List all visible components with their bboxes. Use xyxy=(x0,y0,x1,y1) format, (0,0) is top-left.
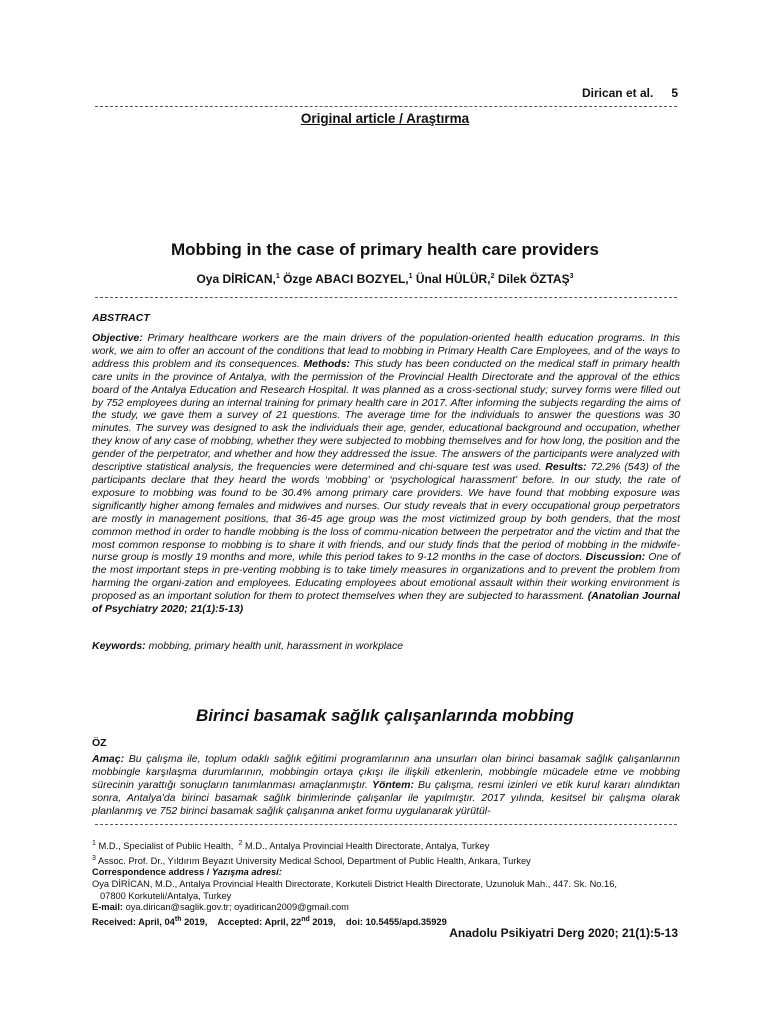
correspondence-label-tr: Yazışma adresi: xyxy=(211,867,282,878)
results-label: Results: xyxy=(545,461,587,474)
correspondence-label: Correspondence address / xyxy=(92,867,210,878)
footnote-marker: 3 xyxy=(92,854,96,862)
doi[interactable]: doi: 10.5455/apd.35929 xyxy=(345,916,447,927)
authors-divider xyxy=(95,297,677,298)
footnote-text: Assoc. Prof. Dr., Yıldırım Beyazıt University Medical School, Department of Public Health, Ankara, Turkey xyxy=(97,855,531,866)
footnote-text: M.D., Specialist of Public Health, xyxy=(98,841,234,852)
correspondence-address-city: 07800 Korkuteli/Antalya, Turkey xyxy=(100,890,232,901)
author-affiliation: 1 xyxy=(408,273,413,280)
keywords-text: mobbing, primary health unit, harassment in workplace xyxy=(148,640,404,652)
turkish-title: Birinci basamak sağlık çalışanlarında mobbing xyxy=(196,706,574,725)
oz-body xyxy=(92,753,680,818)
author-affiliation: 3 xyxy=(569,273,574,280)
abstract-body xyxy=(92,332,680,616)
correspondence-heading xyxy=(92,867,692,879)
section-label: Original article / Araştırma xyxy=(300,111,470,126)
header-divider xyxy=(95,106,677,107)
accepted-date: Accepted: April, 22 xyxy=(217,916,302,927)
author-name: Dilek ÖZTAŞ xyxy=(497,272,570,286)
author-affiliation: 2 xyxy=(490,273,495,280)
author-name: Özge ABACI BOZYEL, xyxy=(283,272,409,286)
oz-heading: ÖZ xyxy=(92,737,107,749)
footnotes xyxy=(92,838,692,928)
accepted-year: 2019, xyxy=(312,916,336,927)
methods-text: This study has been conducted on the medical staff in primary health care units in the province of Antalya, with the permission of the Provincial Health Directorate and the approval of the ethics board of the Antalya Education and Research Hospital. It was planned as a cross-sectional study; survey forms were filled out by 752 employees during an internal training for primary health care in 2017. After informing the subjects regarding the aims of the study, we gave them a survey of 21 questions. The average time for the individuals to answer the questions was 30 minutes. The survey was designed to ask the individuals their age, gender, educational background and occupation, whether they know of any case of mobbing, whether they were subjected to mobbing themselves and for how long, the position and the gender of the perpetrator, and whether and how they addressed the issue. The answers of the participants were analyzed with descriptive statistical analysis, the frequencies were determined and chi-square test was used. xyxy=(92,357,680,474)
email-link[interactable]: oya.dirican@saglik.gov.tr; oyadirican2009@gmail.com xyxy=(125,902,349,913)
received-year: 2019, xyxy=(184,916,208,927)
footnote-divider xyxy=(95,824,677,825)
page-number: 5 xyxy=(671,86,678,100)
author-affiliation: 1 xyxy=(275,273,280,280)
discussion-label: Discussion: xyxy=(585,551,646,564)
date-suffix: th xyxy=(174,915,182,923)
objective-label: Objective: xyxy=(92,332,143,344)
author-name: Ünal HÜLÜR, xyxy=(415,272,491,286)
methods-label: Methods: xyxy=(303,357,351,370)
abstract-heading: ABSTRACT xyxy=(92,312,150,324)
correspondence-address: Oya DİRİCAN, M.D., Antalya Provincial Health Directorate, Korkuteli District Health Directorate, Uzunoluk Mah., 447. Sk. No.16, xyxy=(92,878,617,889)
yontem-label: Yöntem: xyxy=(371,778,414,791)
author-name: Oya DİRİCAN, xyxy=(196,272,276,286)
running-head-authors: Dirican et al. xyxy=(581,86,654,100)
keywords-label: Keywords: xyxy=(92,640,146,652)
amac-label: Amaç: xyxy=(92,753,125,765)
keywords xyxy=(92,640,403,652)
footnote-marker: 2 xyxy=(238,840,243,847)
author-list xyxy=(0,272,770,286)
footnote-1-2 xyxy=(92,838,692,853)
journal-citation: (Anatolian Journal of Psychiatry 2020; 21(1):5-13) xyxy=(92,590,680,616)
footnote-marker: 1 xyxy=(92,840,96,847)
date-suffix: nd xyxy=(301,915,310,923)
journal-footer: Anadolu Psikiyatri Derg 2020; 21(1):5-13 xyxy=(449,926,678,940)
results-text: 72.2% (543) of the participants declare that they heard the words ‘mobbing’ or ‘psychological harassment’ before. In our study, the rate of exposure to mobbing was found to be 30.4% among primary care providers. We have found that mobbing exposure was significantly higher among females and midwives and nurses. Our study reveals that in every occupational group perpetrators are mostly in management positions, that 36-45 age group was the most victimized group by both genders, that the most common method in order to handle mobbing is the loss of commu-nication between the perpetrator and the victim and that the most common response to mobbing is to share it with friends, and our study finds that the period of mobbing in the midwife-nurse group is mostly 19 months and more, while this period takes to 9-12 months in the case of doctors. xyxy=(92,461,681,564)
discussion-text: One of the most important steps in pre-venting mobbing is to take timely measures in organizations and to prevent the problem from harming the organi-zation and employees. Educating employees about emotional assault within their working environment is proposed as an important solution for them to protect themselves when they are subjected to harassment. xyxy=(92,551,680,603)
running-head xyxy=(582,86,678,100)
email-label: E-mail: xyxy=(92,902,123,913)
footnote-3 xyxy=(92,853,692,868)
email-line xyxy=(92,902,692,914)
received-date: Received: April, 04 xyxy=(92,916,175,927)
objective-text: Primary healthcare workers are the main drivers of the population-oriented health education programs. In this work, we aim to offer an account of the conditions that lead to mobbing in Primary Health Care Employees, and of the ways to address this problem and its consequences. xyxy=(92,332,680,370)
yontem-text: Bu çalışma, resmi izinleri ve etik kurul kararı alındıktan sonra, Antalya'da birinci basamak sağlık birimlerinde çalışanlar ile yapılmıştır. 2017 yılında, kesitsel bir çalışma olarak planlanmış ve 752 birinci basamak sağlık çalışanına anket formu uygulanarak yürütül- xyxy=(92,778,680,817)
article-title: Mobbing in the case of primary health care providers xyxy=(171,240,599,259)
amac-text: Bu çalışma ile, toplum odaklı sağlık eğitimi programlarının ana unsurları olan birinci basamak sağlık çalışanlarının mobbingle karşılaşma durumlarının, mobbingin ortaya çıkışı ile ilişkili etkenlerin, mobbingle mücadele etme ve mobbing sürecinin yarattığı sonuçların tanımlanması amaçlanmıştır. xyxy=(92,753,681,791)
footnote-text: M.D., Antalya Provincial Health Directorate, Antalya, Turkey xyxy=(245,841,490,852)
